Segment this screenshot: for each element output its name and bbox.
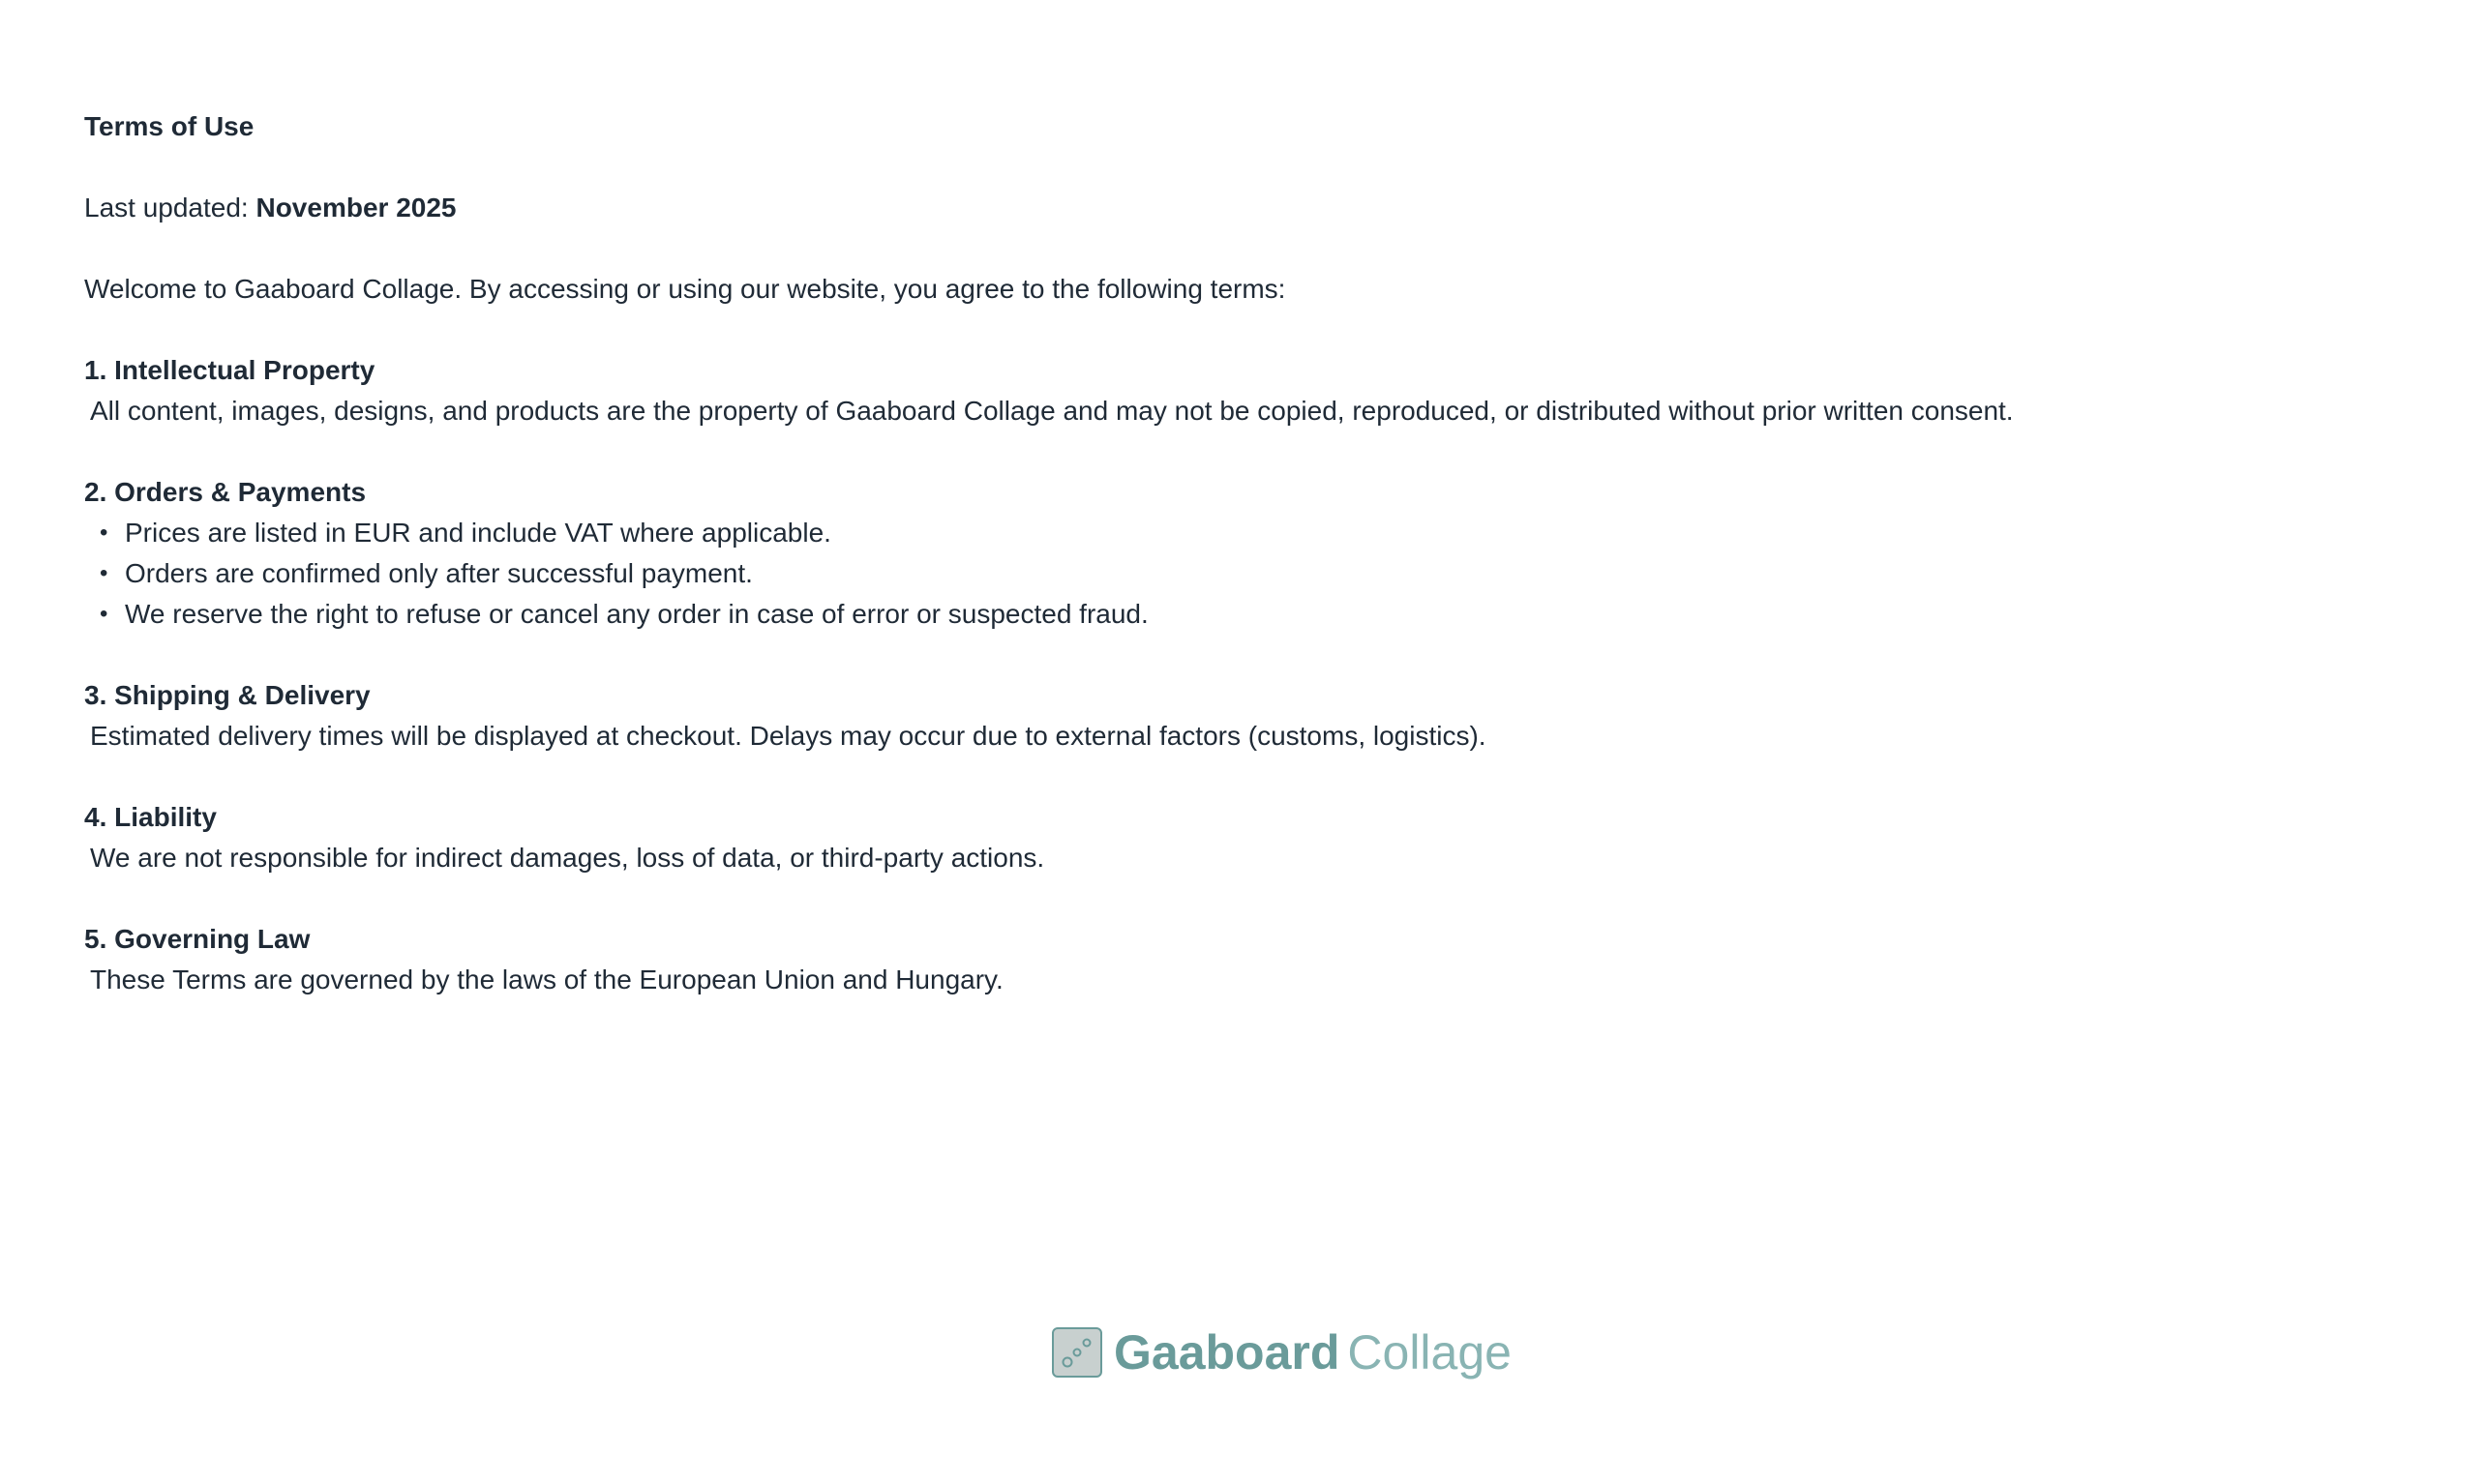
- brand-wordmark: [1114, 1323, 1512, 1381]
- intro-text: Welcome to Gaaboard Collage. By accessing or using our website, you agree to the following terms:: [84, 274, 1286, 304]
- last-updated: [84, 188, 2310, 228]
- section-heading-liability: 4. Liability: [84, 802, 217, 832]
- brand-name-light: Collage: [1347, 1325, 1512, 1380]
- brand-name-strong: Gaaboard: [1114, 1325, 1340, 1380]
- section-body-governing-law: These Terms are governed by the laws of the European Union and Hungary.: [90, 965, 1004, 994]
- spacer: [84, 878, 2310, 919]
- footer-brand-logo[interactable]: [1052, 1323, 1512, 1381]
- list-item: • Orders are confirmed only after successful payment.: [84, 553, 2310, 594]
- list-item: • Prices are listed in EUR and include VAT where applicable.: [84, 513, 2310, 553]
- orders-payments-list: [84, 513, 2310, 635]
- section-body-intellectual-property: All content, images, designs, and products are the property of Gaaboard Collage and may not be copied, reproduced, or distributed without prior written consent.: [90, 396, 2014, 426]
- spacer: [84, 228, 2310, 269]
- last-updated-label: Last updated:: [84, 193, 256, 223]
- section-heading-shipping-delivery: 3. Shipping & Delivery: [84, 680, 371, 710]
- gaaboard-logo-icon: [1052, 1327, 1102, 1378]
- terms-content: [84, 106, 2310, 1000]
- spacer: [84, 431, 2310, 472]
- last-updated-date: November 2025: [255, 193, 457, 223]
- section-body-shipping-delivery: Estimated delivery times will be displayed at checkout. Delays may occur due to external factors (customs, logistics).: [90, 721, 1486, 751]
- section-heading-intellectual-property: 1. Intellectual Property: [84, 355, 375, 385]
- spacer: [84, 310, 2310, 350]
- section-heading-governing-law: 5. Governing Law: [84, 924, 311, 954]
- spacer: [84, 635, 2310, 675]
- section-heading-orders-payments: 2. Orders & Payments: [84, 477, 367, 507]
- spacer: [84, 147, 2310, 188]
- section-body-liability: We are not responsible for indirect damages, loss of data, or third-party actions.: [90, 843, 1045, 873]
- page-title: Terms of Use: [84, 111, 255, 141]
- list-item: • We reserve the right to refuse or cancel any order in case of error or suspected fraud.: [84, 594, 2310, 635]
- spacer: [84, 757, 2310, 797]
